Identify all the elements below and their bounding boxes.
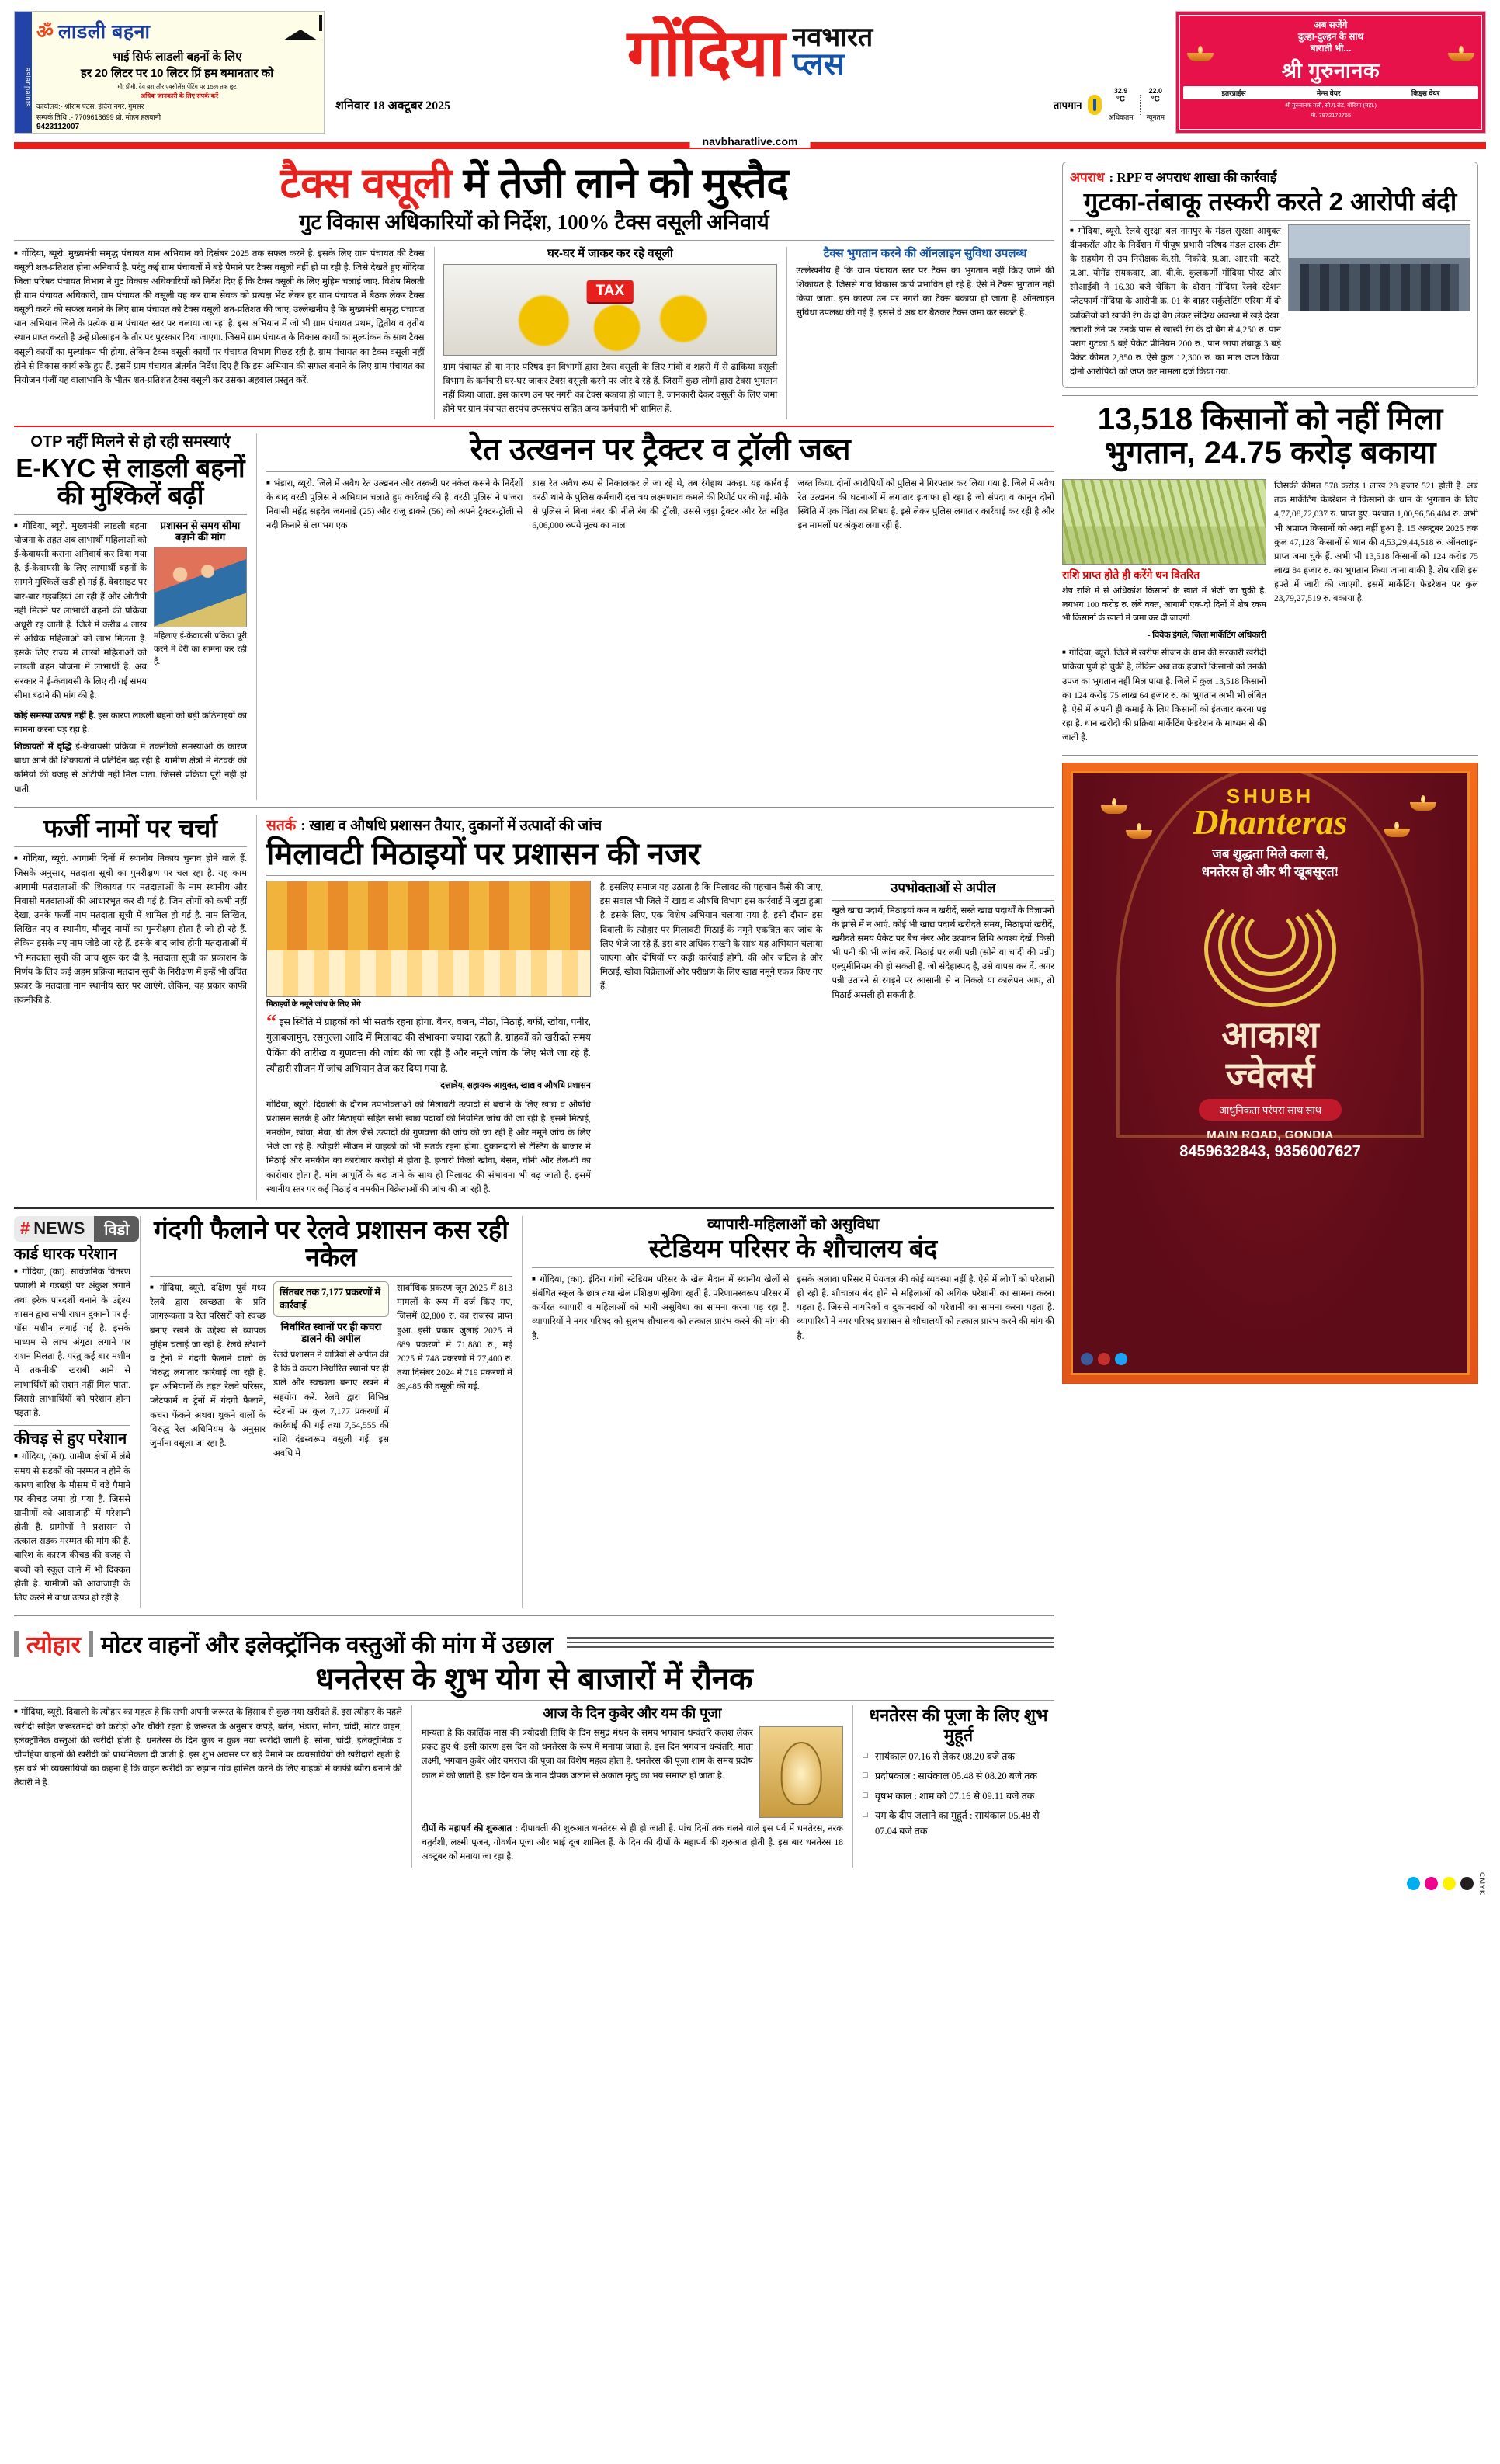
lead-headline-rest: में तेजी लाने को मुस्तैद (452, 160, 789, 207)
diya-icon-left (1187, 49, 1214, 61)
railway-story (140, 1216, 512, 1608)
ad-dhanteras-label: Dhanteras (1193, 802, 1348, 843)
muhurat-item: □ वृषभ काल : शाम को 07.16 से 09.11 बजे तक (863, 1789, 1054, 1804)
hash-icon: # (20, 1218, 30, 1239)
sweets-col2-wrap (600, 881, 823, 1200)
muhurat-list (863, 1750, 1054, 1839)
ad-jewel-phone[interactable]: 8459632843, 9356007627 (1179, 1142, 1361, 1160)
sweets-photo-caption: मिठाइयों के नमूने जांच के लिए भेंगे (266, 1000, 361, 1010)
ekyc-sub1-text: इस कारण लाडली बहनों को बड़ी कठिनाइयों का सामना करना पड़ रहा है. (14, 711, 248, 735)
tyohar-section (14, 1623, 1054, 1867)
facebook-icon[interactable] (1081, 1353, 1093, 1365)
stadium-story (522, 1216, 1054, 1608)
sweets-pullquote (266, 1010, 591, 1093)
ekyc-side (154, 520, 247, 706)
ekyc-headline: E-KYC से लाडली बहनों की मुश्किलें बढ़ीं (16, 453, 245, 510)
tyohar-col3: दीपावली की शुरुआत धनतेरस से ही हो जाती है. पांच दिनों तक चलने वाले इस पर्व में धनतेरस, नरक चतुर्दशी, लक्ष्मी पूजन, गोवर्धन पूजा और भाई दूज शामिल हैं. के दिन की दीपों के महापर्व की शुरुआत होती है. इस बार धनतेरस 18 अक्टूबर को मनाया जा रहा है. (421, 1824, 843, 1862)
ad-laadli-line3: हर 20 लिटर पर 10 लिटर प्रिं हम बमानतार को (80, 67, 274, 80)
tyohar-tag: त्योहार (26, 1632, 81, 1659)
cmyk-dot-magenta (1425, 1877, 1438, 1890)
temp-min-label: न्यूनतम (1146, 113, 1165, 122)
paint-house-icon (283, 16, 318, 46)
ad-guru-nanak[interactable] (1175, 11, 1486, 134)
diya-icon-1 (1101, 801, 1127, 814)
muhurat-box (852, 1705, 1054, 1867)
sweets-col1: गोंदिया, ब्यूरो. दिवाली के दौरान उपभोक्ताओं को मिलावटी उत्पादों से बचाने के लिए खाद्य व औषधि प्रशासन सतर्क है और मिठाइयों सहित सभी खाद्य पदार्थों की नियमित जांच की जा रही है. इसमें मिठाई, नमकीन, खोवा, मेवा, घी तेल जैसे उत्पादों की गुणवत्ता की जांच की जा रही है और नमूने जांच के लिए भेजे जा रहे हैं. त्यौहारी सीजन में ग्राहकों को भी सतर्क रहना होगा. दुकानदारों से टेस्टिंग के बाजार में मिठाई और नमकीन का कारोबार करोड़ों में होता है. हजारों किलो खोवा, बेसन, चीनी और तेल-घी का कारोबार होता है. मांग आपूर्ति के बढ़ जाने के साथ ही मिलावट की संभावना भी बढ़ जाती है. इसमें स्थानीय स्तर पर कई मिठाई व नमकीन विक्रेताओं की जांच की जा रही है. (266, 1100, 591, 1194)
farmers-col2: जिसकी कीमत 578 करोड़ 1 लाख 28 हजार 521 होती है. अब तक मार्केटिंग फेडरेशन ने किसानों के धान के भुगतान के लिए 4,77,08,72,037 रु. प्राप्त हुए. पश्चात 1,00,96,56,484 रु. अभी भी अप्राप्त किसानों को अदा नहीं हुआ है. 15 अक्टूबर 2025 तक कुल 47,128 किसानों से धान की 4,53,29,44,518 रु. ऑनलाइन प्राप्त जमा चुके हैं. अभी भी 13,518 किसानों को 124 करोड़ 75 लाख 84 हजार रु. का भुगतान किया जाना बाकी है. शेष राशि इस हफ्ते में जारी की जाएगी. इसमें मार्केटिंग फेडरेशन पर कुल 23,79,27,519 रु. बकाया है. (1274, 481, 1478, 604)
farmers-story (1062, 403, 1478, 748)
dhanteras-headline: धनतेरस के शुभ योग से बाजारों में रौनक (315, 1662, 753, 1697)
ad-guru-brand: श्री गुरुनानक (1281, 59, 1380, 82)
sweets-appeal-title: उपभोक्ताओं से अपील (891, 881, 996, 896)
lead-story (14, 155, 1054, 427)
ad-laadli-address1: कार्यालय:- श्रीराम पेंटस, इंदिरा नगर, गुमसर (36, 103, 144, 111)
farmers-headline: 13,518 किसानों को नहीं मिला भुगतान, 24.75 करोड़ बकाया (1097, 402, 1443, 470)
lead-col-3 (786, 247, 1054, 420)
ad-guru-address: श्री गुरुनानक गली, सी.ए.रोड, गोंदिया (महा.) (1284, 102, 1377, 109)
cmyk-dot-black (1460, 1877, 1474, 1890)
ad-brand-line1: आकाश (1221, 1013, 1319, 1055)
ekyc-story (14, 433, 247, 800)
ad-guru-cat-1: मेन्स वेयर (1316, 89, 1341, 97)
ad-akash-jewellers[interactable] (1062, 763, 1478, 1384)
sweets-kicker-tag: सतर्क (266, 817, 297, 834)
cmyk-registration-marks (0, 1868, 1500, 1903)
temp-max-block (1108, 87, 1133, 122)
lead-body-columns (14, 247, 1054, 420)
farmers-subhead: राशि प्राप्त होते ही करेंगे धन वितरित (1062, 568, 1200, 582)
thermometer-icon (1088, 95, 1102, 115)
sweets-photo-wrap (266, 881, 591, 1200)
logo-navbharat: नवभारत (792, 23, 873, 53)
muhurat-item: □ प्रदोषकाल : सायंकाल 05.48 से 08.20 बजे तक (863, 1769, 1054, 1784)
diya-icon-3 (1410, 798, 1436, 811)
sand-mining-story (256, 433, 1054, 800)
sweets-appeal-wrap (832, 881, 1054, 1200)
tyohar-bar (14, 1623, 1054, 1663)
railway-stat: सिंतबर तक 7,177 प्रकरणों में कार्रवाई (280, 1287, 380, 1311)
second-row (14, 433, 1054, 800)
sweets-headline: मिलावटी मिठाइयों पर प्रशासन की नजर (266, 836, 701, 871)
news-video-badge[interactable] (14, 1216, 139, 1242)
ad-guru-cat-2: किड्स वेयर (1411, 89, 1440, 97)
sweets-story (256, 815, 1054, 1200)
farmers-quote-block (1062, 585, 1266, 642)
weather-widget (1054, 87, 1165, 122)
ad-tagline-1: जब शुद्धता मिले कला से, (1212, 846, 1328, 862)
temp-max-value: 32.9 (1113, 87, 1128, 96)
temp-max-label: अधिकतम (1108, 113, 1134, 122)
railway-col2: रेलवे प्रशासन ने यात्रियों से अपील की है कि वे कचरा निर्धारित स्थानों पर ही डालें और स्वच्छता बनाए रखने में सहयोग करें. रेलवे द्वारा विभिन्न स्टेशनों पर कुल 7,177 प्रकरणों में कार्रवाई की गई तथा 7,54,555 की राशि दंडस्वरूप वसूली गई. इस अवधि में (273, 1350, 389, 1459)
crime-headline: गुटका-तंबाकू तस्करी करते 2 आरोपी बंदी (1083, 187, 1457, 216)
crime-story-box (1062, 162, 1478, 388)
ad-tagline-2: धनतेरस हो और भी खूबसूरत! (1201, 864, 1339, 880)
asian-paints-strip: asianpaints (15, 12, 32, 133)
diya-icon-4 (1384, 825, 1410, 837)
temp-divider (1140, 95, 1141, 115)
logo-plus: प्लस (792, 47, 845, 82)
ad-guru-categories (1183, 86, 1478, 99)
redbar-section (14, 135, 1486, 155)
ekyc-photo (154, 547, 247, 627)
cmyk-dot-cyan (1407, 1877, 1420, 1890)
lead-col1-text: ■ गोंदिया, ब्यूरो. मुख्यमंत्री समृद्ध पंचायत यान अभियान को दिसंबर 2025 तक सफल करने है. इसके लिए ग्राम पंचायत की टैक्स वसूली शत-प्रतिशत होना अनिवार्य है. परंतु कई ग्राम पंचायतों में बड़े पैमाने पर टैक्स वसूली नहीं हो पा रही है. जिसे देखते हुए गोंदिया जिला परिषद पंचायत विभाग ने गुट विकास अधिकारियों को निर्देश दिए हैं कि टैक्स वसूली के लिए मुहिम चलाई जाए. विशेष मिलती ही ग्राम पंचायत अधिकारी, ग्राम पंचायत की वसूली यह कर ग्राम सेवक को प्रत्यक्ष भेंट लेकर हर ग्राम पंचायत में बैठक लेकर टैक्स वसूली करने की सफल बनाने के लिए ग्राम पंचायत को टैक्स वसूली शत-प्रतिशत की जाए, उल्लेखनीय है कि मुख्यमंत्री समृद्ध पंचायत यान अभियान जिले के प्रत्येक ग्राम पंचायत स्तर पर चलाया जा रहा है. इस अभियान में जो भी ग्राम पंचायत प्रथम, द्वितीय व तृतीय स्थान प्राप्त करती है उन्हें प्रोत्साहन के तौर पर पुरस्कार दिया जाएगा. जिसमें ग्राम पंचायत के विकास कार्यों का मुल्यांकन के साथ टैक्स वसूली कार्यों का मुल्यांकन भी होगा. लेकिन टैक्स वसूली कार्यों पर पंचायत विभाग पिछड़ रही है. ग्राम पंचायत का टैक्स वसूली नहीं होने से विकास कार्य रुके हुए हैं. इसमें ग्राम पंचायत अंतर्गत निर्देश दिए हैं कि इस अभियान की सफल बनाने के लिए ग्राम पंचायत का नियोजन पंजीं यह वालाभानि के भीतर शत-प्रतिशत टैक्स वसूली कर उसका अहवाल प्रस्तुत करें. (14, 247, 425, 388)
ad-guru-cat-0: इतरप्राईस (1221, 89, 1246, 97)
lead-col-1 (14, 247, 425, 420)
muhurat-item: □ यम के दीप जलाने का मुहूर्त : सायंकाल 05.48 से 07.04 बजे तक (863, 1809, 1054, 1839)
lead-col2-title: घर-घर में जाकर कर रहे वसूली (547, 246, 673, 260)
left-main-column (14, 155, 1054, 1868)
sweets-pullquote-text: इस स्थिति में ग्राहकों को भी सतर्क रहना होगा. बैनर, वजन, मीठा, मिठाई, बर्फी, खोवा, पनीर, गुलाबजामुन, रसगुल्ला आदि में मिलावट की संभावना ज्यादा रहती है. ग्राहकों को खरीदते समय पैकिंग की तारीख व गुणवत्ता की जांच की जा रही है और नमूने जांच के लिए भेजे जा रहे हैं. त्यौहारी सीजन में जांच अभियान तेज कर दिया गया है. (266, 1017, 591, 1075)
tyohar-col1: ■ गोंदिया, ब्यूरो. दिवाली के त्यौहार का महत्व है कि सभी अपनी जरूरत के हिसाब से कुछ नया खरीदते हैं. इस त्यौहार के पहले खरीदी सहित जरूरतमंदों को करोड़ों और चौंकी रहता है जरूरत के अनुसार कपड़े, बर्तन, भंडारा, सोना, चांदी, मोटर वाहन, इलेक्ट्रॉनिक वस्तुओं की खरीदी होती है. धनतेरस के दिन कुछ न कुछ नया खरीदी जाती है. सोना, चांदी, इलेक्ट्रॉनिक व चौपहिया वाहनों की खरीदी को प्राथमिकता दी जाती है. इस शुभ अवसर पर बड़े पैमाने पर व्यवसायियों की खरीदारी रहती है. इस वर्ष भी व्यवसायियों का कहना है कि वाहन खरीदी का रुझान गांव हासिल करने के लिए ग्राहकों में काफी ब्यौरा बनाने की तैयारी में हैं. (14, 1705, 402, 1790)
sweets-kicker-text: : खाद्य व औषधि प्रशासन तैयार, दुकानों में उत्पादों की जांच (300, 817, 602, 834)
ad-guru-line2: दुल्हा-दुल्हन के साथ (1297, 31, 1364, 42)
ekyc-subhead: प्रशासन से समय सीमा बढ़ाने की मांग (160, 519, 241, 544)
railway-headline: गंदगी फैलाने पर रेलवे प्रशासन कस रही नकेल (154, 1215, 509, 1272)
news-video-body-2: ■ गोंदिया, (का). ग्रामीण क्षेत्रों में लंबे समय से सड़कों की मरम्मत न होने के कारण बारिश के मौसम में बड़े पैमाने पर कीचड़ जमा हो गया है. जिससे ग्रामीणों को आवाजाही में परेशानी होती है. ग्रामीणों ने प्रशासन से तत्काल सड़क मरम्मत की मांग की है. बारिश के कारण कीचड़ की वजह से बच्चों को स्कूल जाने में भी दिक्कत होती है. ग्रामीणों को आवाजाही के लिए करने में बाधा उत्पन्न हो रही है. (14, 1450, 130, 1605)
lead-subheadline: गुट विकास अधिकारियों को निर्देश, 100% टैक्स वसूली अनिवार्य (299, 210, 769, 235)
ad-guru-phone[interactable]: मो. 7972172765 (1310, 111, 1352, 119)
railway-col1: ■ गोंदिया, ब्यूरो. दक्षिण पूर्व मध्य रेलवे द्वारा स्वच्छता के प्रति जागरूकता व रेल परिसरों को स्वच्छ बनाए रखने के उद्देश्य से व्यापक मुहिम चलाई जा रही है. रेलवे स्टेशनों व ट्रेनों में गंदगी फैलाने वालों के विरुद्ध लगातार कार्रवाई जा रही है. इन अभियानों के तहत रेलवे परिसर, प्लेटफार्म व ट्रेनों में गंदगी फैलाने, कचरा फेंकने अथवा थूकने वालों के विरुद्ध रेल अधिनियम के अनुसार जुर्माना वसूला जा रहा है. (150, 1281, 266, 1451)
sand-headline: रेत उत्खनन पर ट्रैक्टर व ट्रॉली जब्त (470, 433, 851, 467)
sand-col2: ब्रास रेत अवैध रूप से निकालकर ले जा रहे थे, तब रंगेहाथ पकड़ा. यह कार्रवाई वरठी थाने के पुलिस कर्मचारी दत्तात्रय लक्ष्मणराव कमले की रिपोर्ट पर की गई. मौके से पुलिस ने बिना नंबर की नीले रंग की ट्रॉली, उससे जुड़ा ट्रैक्टर और रेत सहित 6,06,000 रुपये मूल्य का माल (532, 478, 789, 531)
tyohar-col2-title: आज के दिन कुबेर और यम की पूजा (543, 1705, 722, 1722)
sweets-col2: है. इसलिए समाज यह उठाता है कि मिलावट की पहचान कैसे की जाए, इस सवाल भी जिले में खाद्य व औषधि विभाग इस कार्रवाई में जुटा हुआ है. इसके लिए, एक विशेष अभियान चलाया गया है. इसी दौरान इस दिवाली के त्यौहार पर मिलावटी मिठाई के नमूने एकत्रित कर जांच के लिए भेजे जा रहे हैं. इस बार अधिक सख्ती के साथ यह अभियान चलाया जाएगा और दोषियों पर कड़ी कार्रवाई होगी. की और जटिल है और मिठाई, खोवा विक्रेताओं और परीक्षण के लिए खाद्य नमूने एकत्र किए गए हैं. (599, 883, 823, 992)
youtube-icon[interactable] (1098, 1353, 1110, 1365)
tyohar-col2: मान्यता है कि कार्तिक मास की त्रयोदशी तिथि के दिन समुद्र मंथन के समय भगवान धन्वंतरि कलश लेकर प्रकट हुए थे. इसी कारण इस दिन को धनतेरस के रूप में मनाया जाता है. इस दिन भगवान धन्वंतरि, माता लक्ष्मी, भगवान कुबेर और यमराज की पूजा का विशेष महत्व होता है. धनतेरस की पूजा शाम के समय प्रदोष काल में की जाती है. इस दिन यम के नाम दीपक जलाने से अकाल मृत्यु का भय समाप्त हो जाता है. (421, 1729, 753, 1781)
ekyc-sub2-title: शिकायतों में वृद्धि (14, 742, 72, 752)
tyohar-text: मोटर वाहनों और इलेक्ट्रॉनिक वस्तुओं की मांग में उछाल (100, 1632, 554, 1659)
lead-col3-text: उल्लेखनीय है कि ग्राम पंचायत स्तर पर टैक्स का भुगतान नहीं किए जाने की शिकायत है. जिससे गांव विकास कार्य प्रभावित हो रहे हैं. ऐसे में टैक्स भुगतान नहीं किया जाता. इस कारण उन पर नगरी का टैक्स बकाया हो जाता है. ऑनलाइन सुविधा उपलब्ध की गई है. इससे वे अब घर बैठकर टैक्स जमा कर सकते हैं. (796, 266, 1054, 318)
ad-brand-line2: ज्वेलर्स (1225, 1054, 1315, 1095)
om-icon: ॐ (36, 21, 54, 43)
masthead-center (332, 11, 1168, 134)
social-icons[interactable] (1081, 1353, 1127, 1365)
railway-stat-box (273, 1281, 389, 1317)
publication-date: शनिवार 18 अक्टूबर 2025 (335, 99, 451, 113)
news-label: NEWS (33, 1218, 85, 1239)
ekyc-sub2-text: ई-केवायसी प्रक्रिया में तकनीकी समस्याओं के कारण बाधा आने की शिकायतों में प्रतिदिन बढ़ रही है. ग्रामीण क्षेत्रों में नेटवर्क की कमियों की वजह से ओटीपी नहीं मिल पाता. जिससे प्रक्रिया पूरी नहीं हो पाती. (14, 742, 248, 794)
sand-col1: ■ भंडारा, ब्यूरो. जिले में अवैध रेत उत्खनन और तस्करी पर नकेल कसने के निर्देशों के बाद वरठी पुलिस ने अभियान चलाते हुए कार्रवाई की है. वरठी पुलिस ने पांजरा निवासी महेंद्र सहदेव जगनाडे (25) और राजू डाकरे (56) को अपने ट्रैक्टर-ट्रॉली से नदी किनारे से लगभग एक (266, 477, 523, 533)
fourth-row (14, 1216, 1054, 1608)
newspaper-logo (627, 16, 873, 89)
ad-laadli-small: मौ: प्रीमी, देव ब्रश और एक्सीलेंस पेंटिंग पर 15% तक छूट (117, 83, 237, 90)
stadium-headline: स्टेडियम परिसर के शौचालय बंद (648, 1234, 938, 1263)
ad-laadli-phone[interactable]: 9423112007 (36, 123, 80, 132)
ad-laadli-title: लाडली बहना (57, 21, 151, 43)
temperature-label: तापमान (1053, 99, 1082, 111)
decorative-lines (567, 1637, 1054, 1651)
fake-names-story (14, 815, 247, 1200)
website-url[interactable]: navbharatlive.com (690, 135, 811, 148)
logo-gondiya: गोंदिया (627, 16, 785, 89)
diya-icon-2 (1126, 826, 1152, 839)
temp-min-value: 22.0 (1148, 87, 1163, 96)
lead-col-2 (434, 247, 778, 420)
railway-col3: सार्वाधिक प्रकरण जून 2025 में 813 मामलों के रूप में दर्ज किए गए, जिसमें 82,800 रु. का राजस्व प्राप्त हुआ. इसी प्रकार जुलाई 2025 में 689 प्रकरणों में 71,880 रु., मई 2025 में 748 प्रकरणों में 77,400 रु. तथा दिसंबर 2024 में 719 प्रकरणों में 89,485 की वसूली की गई. (397, 1284, 512, 1392)
temp-min-unit: °C (1151, 96, 1160, 105)
farmers-col1: ■ गोंदिया, ब्यूरो. जिले में खरीफ सीजन के धान की सरकारी खरीदी प्रक्रिया पूर्ण हो चुकी है, लेकिन अब तक हजारों किसानों को उनकी उपज का भुगतान नहीं मिल पाया है. जिले में कुल 13,518 किसानों का 124 करोड़ 75 लाख 64 हजार रु. का भुगतान अभी भी लंबित है. ऐसे में अपनी ही कमाई के लिए किसानों को इंतजार करना पड़ रहा है. धान खरीदी की प्रक्रिया मार्केटिंग फेडरेशन के माध्यम से की जाती है. (1062, 646, 1266, 745)
ad-laadli-line2: भाई सिर्फ लाडली बहनों के लिए (112, 50, 242, 64)
ad-laadli-address2: सम्पर्क तिथि :- 7709618699 प्रो. मोहन हलवानी (36, 113, 161, 121)
temp-max-unit: °C (1116, 96, 1126, 105)
lead-headline-red: टैक्स वसूली (280, 160, 453, 207)
ad-shubh-label: SHUBH (1226, 784, 1314, 808)
ekyc-kicker: OTP नहीं मिलने से हो रही समस्याएं (30, 433, 231, 451)
news-video-body-1: ■ गोंदिया, (का). सार्वजनिक वितरण प्रणाली में गड़बड़ी पर अंकुश लगाने तथा हरेक पारदर्शी बनाने के उद्देश्य शासन द्वारा सभी राशन दुकानों पर ई-पॉस मशीन लगाई गई है. इसके माध्यम से लाभ अंगूठा लगाने पर राशन मिलता है. परंतु कई बार मशीन में तकनीकी खराबी आने से लाभार्थियों को राशन नहीं मिल पाता. जिससे लाभार्थियों को परेशान होना पड़ता है. (14, 1265, 130, 1420)
crop-photo (1062, 479, 1266, 565)
twitter-icon[interactable] (1115, 1353, 1127, 1365)
diya-icon-right (1448, 49, 1474, 61)
news-video-title-2: कीचड़ से हुए परेशान (14, 1430, 127, 1447)
crime-body: ■ गोंदिया, ब्यूरो. रेलवे सुरक्षा बल नागपुर के मंडल सुरक्षा आयुक्त दीपकसेंत और के निर्देशन में पीयूष प्रभारी परिषद मंडल टास्क टीम के सहयोग से उप निरीक्षक के.सी. निकोदे, प्र.आ. आर.सी. कटरे, प्र.आ. योगेंद्र रायकवार, आ. वी.के. कुलकर्णी गोंदिया पोस्ट और सोआईबी ने 16.30 बजे चेकिंग के दौरान गोंदिया रेलवे स्टेशन प्लेटफार्म गोंदिया के आरोपी क्र. 01 के बाहर सर्कुलेटिंग एरिया में दो व्यक्तियों को खाकी रंग के दो बैग लेकर संदिग्ध अवस्था में खड़े देखा. तलाशी लेने पर उनके पास से खाखी रंग के दो बैग में 4,250 रु. पान पराग गुटका 5 बड़े पैकेट प्रीमियम 200 रु., पान छापा तंबाकू 3 बड़े पैकेट कीमत 2,850 रु. ऐसे कुल 12,300 रु. का माल जप्त किया. दोनों आरोपियों को जप्त कर मामला दर्ज किया गया. (1070, 224, 1281, 380)
crime-kicker (1070, 168, 1470, 186)
ad-guru-line1: अब सजेंगे (1314, 19, 1348, 30)
ad-jewel-address: MAIN ROAD, GONDIA (1207, 1128, 1334, 1142)
third-row (14, 815, 1054, 1200)
ad-guru-line3: बाराती भी... (1310, 43, 1352, 54)
video-label: विडो (94, 1216, 139, 1242)
lead-headline (14, 162, 1054, 205)
ekyc-col1-text: ■ गोंदिया, ब्यूरो. मुख्यमंत्री लाडली बहना योजना के तहत अब लाभार्थी महिलाओं को ई-केवायसी कराना अनिवार्य कर दिया गया है. ई-केवायसी के लिए लाभार्थी बहनों के सामने मुश्किलें खड़ी हो गई हैं. वेबसाइट पर बार-बार गड़बड़ियां आ रही हैं और ओटीपी नहीं मिलने पर लाभार्थी बहनों की प्रक्रिया अधूरी रह जाती है. जिले में करीब 4 लाख से अधिक महिलाओं को लाभ मिलता है. इसके लिए राज्य में लाखों महिलाओं को लाडली बहन योजना में लाभार्थी हैं. अब सरकार ने ई-केवायसी के लिए दी गई समय सीमा बढ़ाने की मांग की है. (14, 520, 147, 703)
tax-photo (443, 264, 778, 356)
tyohar-col2-wrap (411, 1705, 843, 1867)
stadium-kicker: व्यापारी-महिलाओं को असुविधा (707, 1215, 880, 1233)
news-video-box (14, 1216, 130, 1608)
lead-col2-text: ग्राम पंचायत हो या नगर परिषद इन विभागों द्वारा टैक्स वसूली के लिए गांवों व शहरों में से ढाकिया वसूली विभाग के कर्मचारी घर-घर जाकर टैक्स वसूली करने पर जोर दे रहे हैं. जिसमें कुछ लोगों द्वारा टैक्स भुगतान नहीं किया जाता. इस कारण उन पर नगरी का टैक्स बकाया हो जाता है. जानकारी देकर वसूली के लिए जमा होने पर ग्राम पंचायत सरपंच उपसरपंच सहित अन्य कर्मचारी भी शामिल हैं. (443, 362, 778, 415)
ekyc-sub3-text: महिलाएं ई-केवायसी प्रक्रिया पूरी करने में देरी का सामना कर रही हैं. (154, 632, 247, 667)
sweets-photo (266, 881, 591, 997)
right-column (1062, 155, 1478, 1868)
lead-col3-title: टैक्स भुगतान करने की ऑनलाइन सुविधा उपलब्ध (823, 246, 1027, 260)
stadium-col2: इसके अलावा परिसर में पेयजल की कोई व्यवस्था नहीं है. ऐसे में लोगों को परेशानी हो रही है. शौचालय बंद होने से महिलाओं को अधिक परेशानी का सामना करना पड़ता है. जिससे नागरिकों व दुकानदारों को परेशानी का सामना करना पड़ता है. व्यापारियों ने नगर परिषद प्रशासन से शौचालयों को तत्काल प्रारंभ करने की मांग की है. (797, 1274, 1054, 1341)
main-content-grid (0, 155, 1500, 1868)
sweets-kicker (266, 815, 1054, 835)
railway-col2-title: निर्धारित स्थानों पर ही कचरा डालने की अपील (280, 1320, 382, 1345)
temp-min-block (1147, 87, 1165, 122)
ad-ribbon-text: आधुनिकता परंपरा साथ साथ (1199, 1099, 1342, 1121)
crime-kicker-tag: अपराध (1070, 170, 1105, 185)
quote-open-icon: “ (266, 1010, 276, 1034)
cmyk-dot-yellow (1443, 1877, 1456, 1890)
tyohar-col3-title: दीपों के महापर्व की शुरुआत : (421, 1824, 518, 1834)
farmers-quote: शेष राशि में से अधिकांश किसानों के खाते में भेजी जा चुकी है. लगभग 100 करोड़ रु. लंबे वक्त, आगामी एक-दो दिनों में शेष रकम भी किसानों के खातों में जमा कर दी जाएगी. (1062, 586, 1266, 624)
muhurat-title: धनतेरस की पूजा के लिए शुभ मुहूर्त (869, 1705, 1048, 1745)
ekyc-sub1-title: कोई समस्या उत्पन्न नहीं है. (14, 711, 96, 721)
police-photo (1288, 224, 1470, 311)
farmers-quote-attrib: - विवेक इंगले, जिला मार्केटिंग अधिकारी (1147, 630, 1266, 640)
sand-col3: जब्त किया. दोनों आरोपियों को पुलिस ने गिरफ्तार कर लिया गया है. जिले में अवैध रेत उत्खनन की घटनाओं में लगातार इजाफा हो रहा है जो संपदा व कानून दोनों स्थिति में एक चिंता का विषय है. इसे लेकर पुलिस लगातार कार्रवाई कर रही है और इन मामलों पर अंकुश लगा रही है. (797, 478, 1054, 531)
muhurat-item: □ सायंकाल 07.16 से लेकर 08.20 बजे तक (863, 1750, 1054, 1764)
masthead (0, 0, 1500, 134)
sweets-pullquote-attrib: - दत्तात्रेय, सहायक आयुक्त, खाद्य व औषधि प्रशासन (435, 1081, 591, 1091)
fake-names-body: ■ गोंदिया, ब्यूरो. आगामी दिनों में स्थानीय निकाय चुनाव होने वाले हैं. जिसके अनुसार, मतदाता सूची का पुनरीक्षण पर चल रहा है. यह काम आगामी मतदाताओं की शिकायत पर मतदाताओं के नाम स्थानीय और निवासी मतदाताओं की आधारभूत कर दी गई है. जिन लोगों को कभी नहीं देखा, उनके फर्जी नाम मतदाता सूची में शामिल हो गई है. नाम लिखित, लिखित नए व स्थानीय, मौजूद नामों का पुनरीक्षण होता है जो हो रहे हैं. लेकिन इसके नए नाम जोड़े जा रहे हैं. इसके बाद जांच होगी मतदाताओं में भी मतदाता सूची की जांच शुरू कर दी है. मतदाता सूची का प्रकाशन के निर्णय के लिए कई अहम प्रक्रिया मतदान सूची के निरीक्षण में इन्हें भी उचित प्रकार के मतदाता नाम स्थानीय स्तर पर आएंगे. लेकिन, यह प्रकार काफी तकनीकी है. (14, 852, 247, 1007)
ad-laadli-bahna[interactable] (14, 11, 325, 134)
cmyk-label: CMYK (1478, 1871, 1486, 1896)
necklace-graphic (1185, 891, 1356, 1007)
fake-names-headline: फर्जी नामों पर चर्चा (43, 813, 217, 843)
crime-kicker-text: : RPF व अपराध शाखा की कार्रवाई (1109, 170, 1277, 185)
sweets-appeal-text: खुले खाद्य पदार्थ, मिठाइयां कम न खरीदें, सस्ते खाद्य पदार्थों के विज्ञापनों के झांसे में न आएं. कोई भी खाद्य पदार्थ खरीदते समय, मिठाइयां खरीदें, खरीदते समय पैकेट पर बैच नंबर और उत्पादन तिथि अवश्य देखें. किसी भी पनी की भी जांच करें. मिठाई पर लगी पन्नी (सोने या चांदी की पन्नी) एल्युमीनियम की हो सकती है. जो संदेहास्पद है, उसे वापस कर दें. अगर पन्नी उतारने से रगड़ने पर आसानी से न निकले या कालेपन आए, तो मिठाई असली हो सकती है. (832, 905, 1054, 1000)
ad-laadli-contact-line: अधिक जानकारी के लिए संपर्क करें (141, 92, 218, 100)
stadium-col1: ■ गोंदिया, (का). इंदिरा गांधी स्टेडियम परिसर के खेल मैदान में स्थानीय खेलों से संबंधित स्कूल के छात्र तथा खेल प्रशिक्षण सुविधा रहती है. परिणामस्वरूप परिसर में कार्यरत व्यापारी व महिलाओं को भारी असुविधा का सामना करना पड़ रहा है. व्यापारियों ने नगर परिषद को सुलभ शौचालय को तत्काल प्रारंभ करने की मांग की है. (532, 1273, 790, 1343)
news-video-title-1: कार्ड धारक परेशान (14, 1245, 117, 1263)
kuber-photo (759, 1726, 843, 1818)
